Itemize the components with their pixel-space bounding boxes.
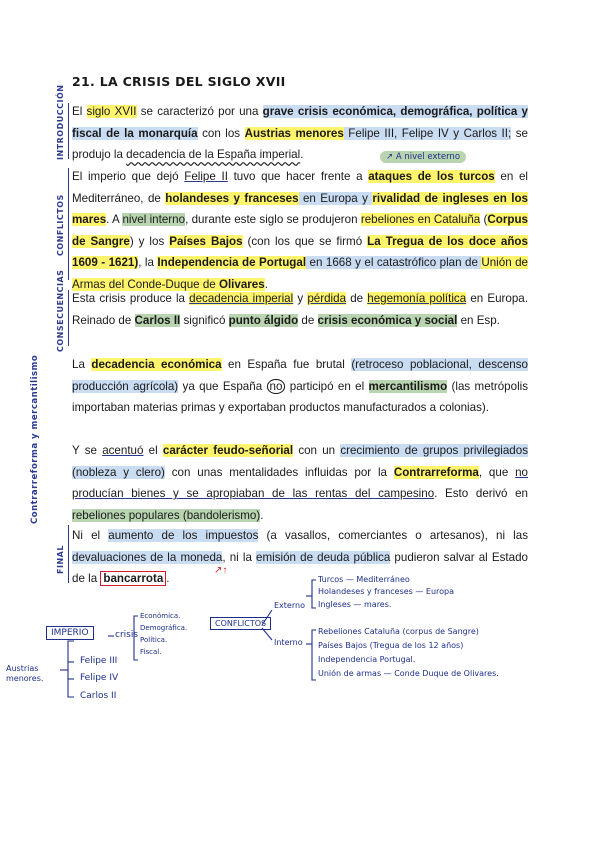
note-externo: ↗ A nivel externo — [380, 151, 466, 163]
diagram-interno-item: Independencia Portugal. — [318, 655, 416, 664]
diagram-king: Felipe III — [80, 656, 118, 666]
diagram-externo-item: Turcos — Mediterráneo — [318, 575, 410, 584]
red-arrows: ↗↑ — [214, 565, 228, 576]
diagram-externo: Externo — [274, 601, 305, 610]
paragraph-feudal: Y se acentuó el carácter feudo-señorial con un crecimiento de grupos privilegiados (nobleza y clero) con unas mentalidades influidas por la Contrarreforma, que no producían bienes y se apropiaban de las rentas del campesino. Esto derivó en rebeliones populares (bandolerismo). — [72, 444, 528, 522]
diagram-crisis: crisis — [115, 630, 139, 640]
paragraph-conflictos: El imperio que dejó Felipe II tuvo que hacer frente a ataques de los turcos en el Mediterráneo, de holandeses y franceses en Europa y rivalidad de ingleses en los mares. A nivel interno, durante este siglo se produjeron rebeliones en Cataluña (Corpus de Sangre) y los Países Bajos (con los que se firmó La Tregua de los doce años 1609 - 1621), la Independencia de Portugal en 1668 y el catastrófico plan de Unión de Armas del Conde-Duque de Olivares. — [72, 170, 529, 291]
diagram-externo-item: Ingleses — mares. — [318, 600, 392, 609]
diagram-interno-item: Países Bajos (Tregua de los 12 años) — [318, 641, 464, 650]
diagram-interno: Interno — [274, 638, 303, 647]
paragraph-consecuencias: Esta crisis produce la decadencia imperial y pérdida de hegemonía política en Europa. Reinado de Carlos II significó punto álgido de crisis económica y social en Esp. — [72, 292, 528, 327]
side-label-intro: INTRODUCCIÓN — [56, 84, 65, 160]
side-label-consecuencias: CONSECUENCIAS — [56, 269, 65, 352]
consecuencias-bracket — [68, 290, 69, 346]
conflictos-bracket — [68, 168, 69, 280]
diagram-king: Carlos II — [80, 691, 117, 701]
final-bracket — [68, 525, 69, 583]
diagram-crisis-item: Política. — [140, 636, 168, 644]
paragraph-final: Ni el aumento de los impuestos (a vasallos, comerciantes o artesanos), ni las devaluaciones de la moneda, ni la emisión de deuda pública pudieron salvar al Estado de la bancarrota . — [72, 529, 529, 586]
paragraph-intro: El siglo XVII se caracterizó por una grave crisis económica, demográfica, política y fiscal de la monarquía con los Austrias menores Felipe III, Felipe IV y Carlos II; se produjo la decadencia de la España imperial. — [72, 105, 528, 162]
diagram-crisis-item: Fiscal. — [140, 648, 162, 656]
side-label-contrarreforma: Contrarreforma y mercantilismo — [30, 354, 40, 524]
intro-bracket — [68, 103, 69, 159]
diagram-austrias: Austrias menores. — [6, 664, 44, 683]
side-label-conflictos: CONFLICTOS — [56, 194, 65, 256]
diagram-king: Felipe IV — [80, 673, 119, 683]
paragraph-economia: La decadencia económica en España fue brutal (retroceso poblacional, descenso producción agrícola) ya que España no participó en el mercantilismo (las metrópolis importaban materias primas y exportaban productos manufacturados a colonias). — [72, 358, 529, 415]
diagram-conflictos: CONFLICTOS — [210, 619, 271, 628]
diagram-crisis-item: Demográfica. — [140, 624, 188, 632]
diagram-interno-item: Unión de armas — Conde Duque de Olivares. — [318, 669, 499, 678]
page-title: 21. LA CRISIS DEL SIGLO XVII — [72, 74, 286, 89]
side-label-final: FINAL — [56, 545, 65, 574]
diagram-imperio: IMPERIO — [46, 628, 94, 638]
diagram-externo-item: Holandeses y franceses — Europa — [318, 587, 455, 596]
diagram-interno-item: Rebeliones Cataluña (corpus de Sangre) — [318, 627, 479, 636]
diagram-crisis-item: Económica. — [140, 612, 181, 620]
